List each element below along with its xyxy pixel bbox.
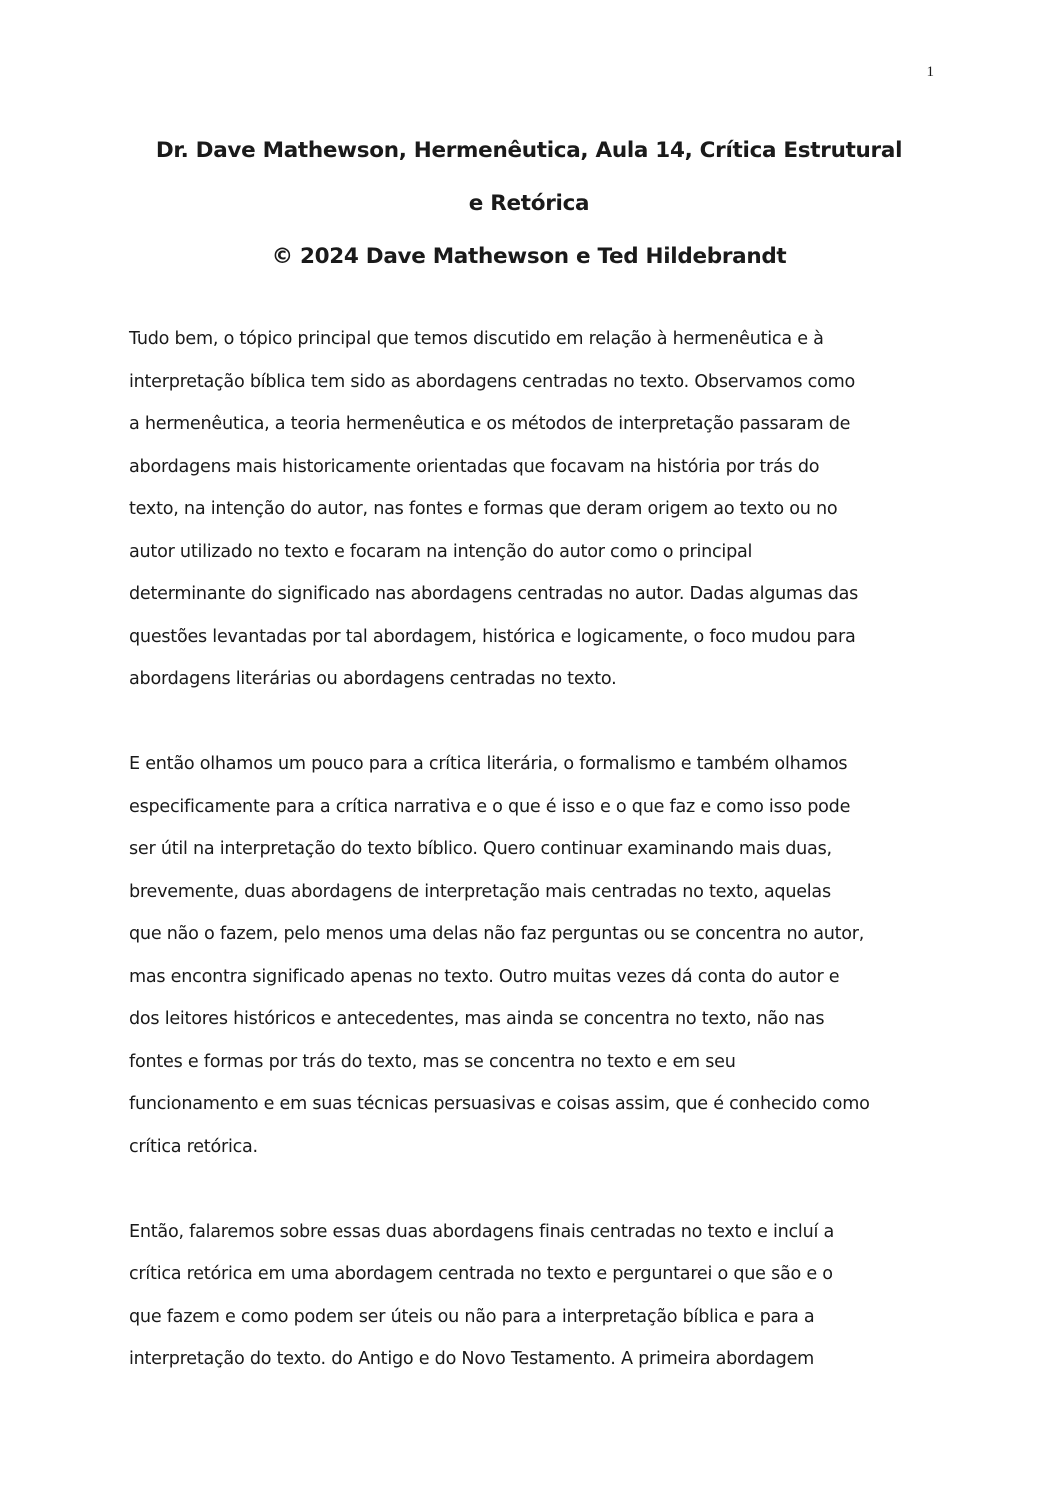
text-line: fontes e formas por trás do texto, mas se concentra no texto e em seu — [129, 1051, 736, 1072]
text-line: Então, falaremos sobre essas duas abordagens finais centradas no texto e incluí a — [129, 1221, 834, 1242]
text-line: que não o fazem, pelo menos uma delas não faz perguntas ou se concentra no autor, — [129, 924, 865, 944]
text-line: autor utilizado no texto e focaram na intenção do autor como o principal — [129, 541, 753, 562]
paragraph-3 — [129, 1211, 929, 1381]
text-line: brevemente, duas abordagens de interpretação mais centradas no texto, aquelas — [129, 881, 831, 902]
paragraph-2 — [129, 743, 929, 1168]
text-line: determinante do significado nas abordagens centradas no autor. Dadas algumas das — [129, 584, 859, 604]
text-line: abordagens literárias ou abordagens centradas no texto. — [129, 669, 617, 689]
title-line-2: e Retórica — [468, 191, 590, 216]
text-line: que fazem e como podem ser úteis ou não para a interpretação bíblica e para a — [129, 1306, 815, 1327]
text-line: mas encontra significado apenas no texto. Outro muitas vezes dá conta do autor e — [129, 966, 840, 987]
text-line: texto, na intenção do autor, nas fontes e formas que deram origem ao texto ou no — [129, 499, 838, 519]
document-body — [129, 318, 929, 1423]
text-line: especificamente para a crítica narrativa e o que é isso e o que faz e como isso pode — [129, 796, 851, 817]
text-line: Tudo bem, o tópico principal que temos discutido em relação à hermenêutica e à — [129, 329, 824, 349]
page-number: 1 — [926, 64, 934, 80]
text-line: crítica retórica. — [129, 1136, 258, 1157]
text-line: a hermenêutica, a teoria hermenêutica e os métodos de interpretação passaram de — [129, 414, 851, 434]
text-line: interpretação bíblica tem sido as abordagens centradas no texto. Observamos como — [129, 371, 856, 392]
text-line: dos leitores históricos e antecedentes, mas ainda se concentra no texto, não nas — [129, 1009, 825, 1029]
text-line: E então olhamos um pouco para a crítica literária, o formalismo e também olhamos — [129, 754, 848, 774]
text-line: funcionamento e em suas técnicas persuasivas e coisas assim, que é conhecido como — [129, 1094, 870, 1114]
document-title — [128, 124, 930, 283]
text-line: ser útil na interpretação do texto bíblico. Quero continuar examinando mais duas, — [129, 839, 832, 859]
title-line-1: Dr. Dave Mathewson, Hermenêutica, Aula 14, Crítica Estrutural — [155, 138, 903, 163]
text-line: abordagens mais historicamente orientadas que focavam na história por trás do — [129, 456, 820, 477]
text-line: crítica retórica em uma abordagem centrada no texto e perguntarei o que são e o — [129, 1264, 833, 1284]
title-line-3-copyright: © 2024 Dave Mathewson e Ted Hildebrandt — [271, 244, 787, 269]
text-line: questões levantadas por tal abordagem, histórica e logicamente, o foco mudou para — [129, 626, 856, 647]
paragraph-1 — [129, 318, 929, 701]
text-line: interpretação do texto. do Antigo e do Novo Testamento. A primeira abordagem — [129, 1349, 815, 1369]
